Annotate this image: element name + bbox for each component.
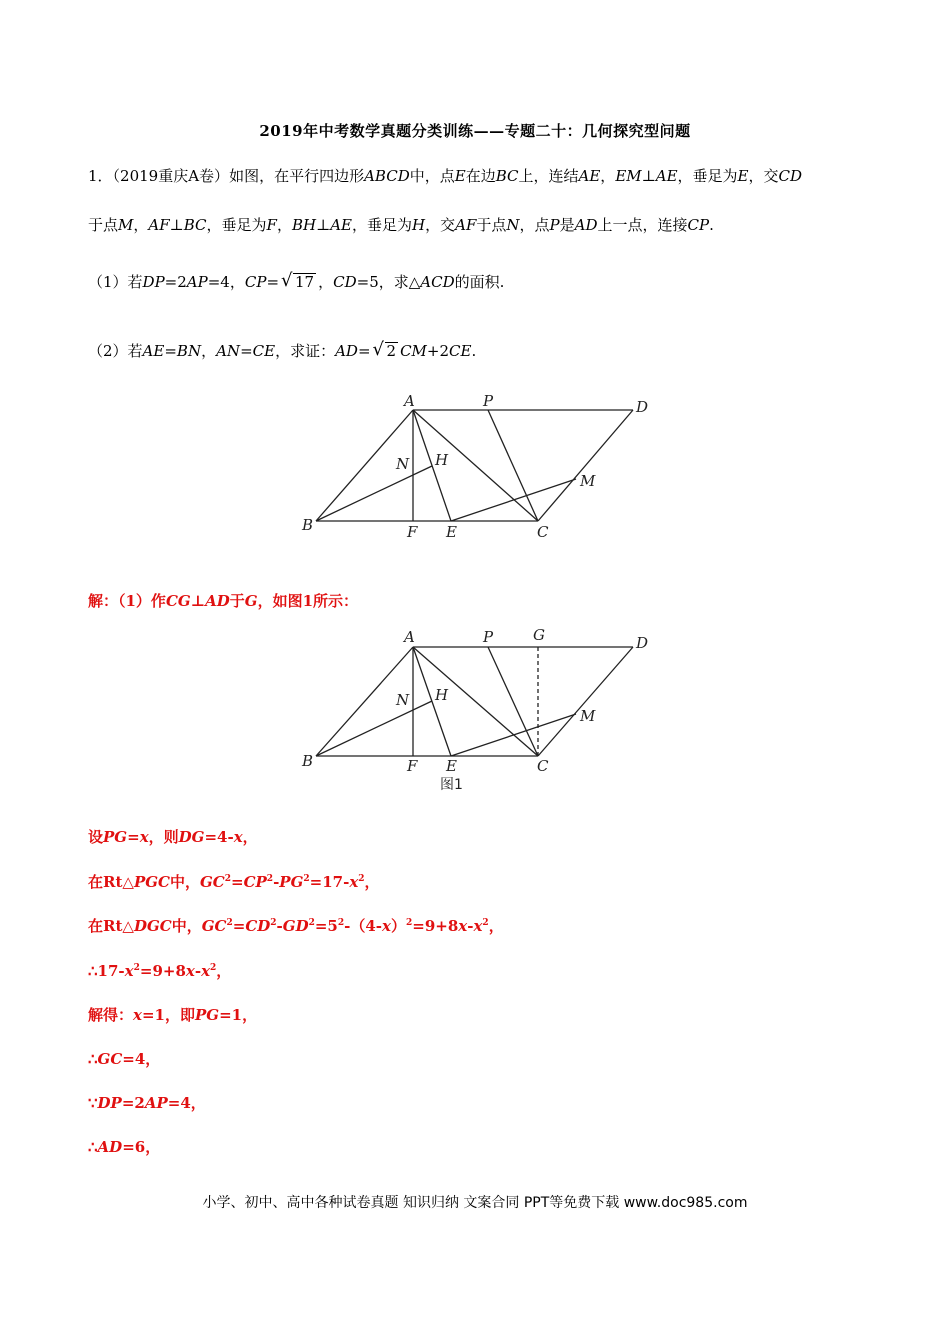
- label-E: E: [446, 523, 457, 541]
- geometry-figure: [290, 388, 660, 548]
- segment-DC: [538, 410, 633, 521]
- label-A: A: [404, 628, 415, 646]
- label-H: H: [435, 686, 449, 704]
- label-P: P: [483, 392, 494, 410]
- label-D: D: [636, 634, 649, 652]
- label-H: H: [435, 451, 449, 469]
- label-F: F: [407, 757, 418, 775]
- geometry-figure-1: [290, 622, 660, 797]
- sqrt-17: √ 17: [281, 273, 316, 291]
- label-P: P: [483, 628, 494, 646]
- solution-line-2: 设PG=x，则DG=4-x，: [88, 828, 258, 846]
- sqrt-2: √ 2: [373, 342, 399, 360]
- label-B: B: [302, 752, 314, 770]
- segment-PC: [488, 410, 538, 521]
- label-B: B: [302, 516, 314, 534]
- segment-DC: [538, 647, 633, 756]
- figure-1-caption: 图1: [440, 777, 463, 793]
- label-M: M: [580, 707, 596, 725]
- question-2: （2）若AE=BN，AN=CE，求证：AD=√ 2 CM+2CE.: [88, 340, 476, 361]
- segment-EM: [451, 714, 576, 756]
- problem-line-2: 于点M，AF⊥BC，垂足为F，BH⊥AE，垂足为H，交AF于点N，点P是AD上一点，连接CP.: [88, 216, 714, 234]
- label-G: G: [533, 626, 545, 644]
- page-footer: 小学、初中、高中各种试卷真题 知识归纳 文案合同 PPT等免费下载 www.doc985.com: [202, 1195, 748, 1211]
- solution-line-3: 在Rt△PGC中，$GC^2=CP^2-PG^2=17-x^2$，: [88, 873, 380, 891]
- label-N: N: [396, 691, 410, 709]
- problem-line-1: 1．（2019重庆A卷）如图，在平行四边形ABCD中，点E在边BC上，连结AE，EM⊥AE，垂足为E，交CD: [88, 167, 803, 185]
- solution-line-1: 解：（1）作CG⊥AD于G，如图1所示：: [88, 592, 359, 610]
- solution-line-6: 解得：x=1，即PG=1，: [88, 1006, 258, 1024]
- label-D: D: [636, 398, 649, 416]
- label-C: C: [537, 523, 549, 541]
- label-A: A: [404, 392, 415, 410]
- solution-line-4: 在Rt△DGC中，$GC^2=CD^2-GD^2=5^2-(4-x)^2=9+8x-x^2$，: [88, 917, 504, 935]
- label-M: M: [580, 472, 596, 490]
- solution-line-7: ∴GC=4，: [88, 1050, 161, 1068]
- solution-line-9: ∴AD=6，: [88, 1138, 161, 1156]
- segment-EM: [451, 479, 576, 521]
- segment-BH: [316, 466, 432, 521]
- label-F: F: [407, 523, 418, 541]
- label-C: C: [537, 757, 549, 775]
- solution-line-5: $\therefore 17-x^2=9+8x-x^2$，: [88, 962, 232, 980]
- segment-BH: [316, 701, 432, 756]
- question-1: （1）若DP=2AP=4，CP=√ 17 ，CD=5，求△ACD的面积.: [88, 271, 504, 292]
- label-N: N: [396, 455, 410, 473]
- page-title: 2019年中考数学真题分类训练——专题二十：几何探究型问题: [259, 122, 691, 140]
- label-E: E: [446, 757, 457, 775]
- solution-line-8: ∵DP=2AP=4，: [88, 1094, 206, 1112]
- segment-PC: [488, 647, 538, 756]
